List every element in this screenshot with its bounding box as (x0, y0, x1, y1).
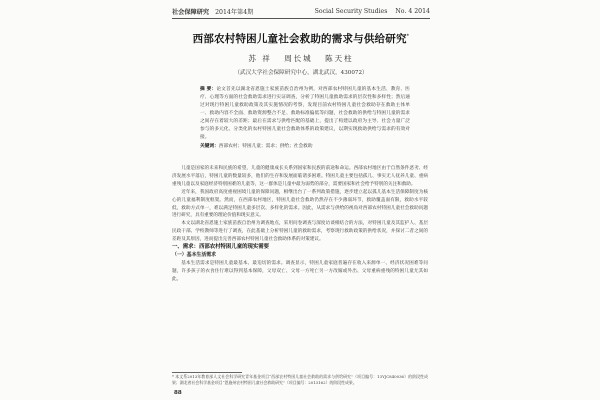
abstract-text: 论文首先以湖北省恩施土家族苗族自治州为例，对西部农村特困儿童的基本生活、教育、医疗、心理等方面的社会救助需求进行实证调查，分析了特困儿童救助需求的层次性和多样性；然后通过对现行特困儿童救助政策及其实施情况的考察，发现目前农村特困儿童社会救助存在救助主体单一、救助内容不全面、救助资源整合不足、救助标准偏低等问题，社会救助的供给与特困儿童的需求之间存在着较大的差距；最后在需求与供给匹配的基础上，提出了构建以政府为主导、社会力量广泛参与的多元化、分类化的农村特困儿童社会救助体系的政策建议，以期实现救助供给与需求的有效对接。 (200, 87, 410, 140)
body-paragraph: 基本生活需求是特困儿童最基本、最迫切的需求。调查显示，特困儿童家庭普遍存在收入来源单一、经济状况困难等问题，许多孩子的衣食住行难以得到基本保障，父母双亡、父母一方死亡另一方改嫁或外出、父母重病重残的特困儿童尤其如此。 (172, 260, 428, 282)
body-paragraph: 近年来，我国政府高度重视困境儿童的保障问题，相继出台了一系列政策措施，逐步建立起以孤儿基本生活保障制度为核心的儿童福利制度框架。然而，在西部农村地区，特困儿童社会救助仍然存在不少薄弱环节，救助覆盖面有限，救助水平较低，救助方式单一，难以满足特困儿童多层次、多样化的需求。因此，从需求与供给的视角对西部农村特困儿童社会救助问题进行研究，具有重要的理论价值和现实意义。 (172, 189, 428, 219)
body-paragraph: 本文以湖北省恩施土家族苗族自治州为调查地点，采用问卷调查与深度访谈相结合的方法，对特困儿童及其监护人、基层民政干部、学校教师等进行了调查，在此基础上分析特困儿童的救助需求，考察现行救助政策的供给状况，并探讨二者之间的差距及其原因，进而提出完善西部农村特困儿童社会救助体系的对策建议。 (172, 221, 428, 243)
subsection-heading: （一）基本生活需求 (172, 251, 217, 258)
footnote: * 本文系2013年教育部人文社会科学研究青年基金项目“西部农村特困儿童社会救助的需求与供给研究”（项目编号：13YJC840036）的阶段性成果；湖北省社会科学基金项目“恩施州农村特困儿童社会救助研究”（项目编号：2013162）的阶段性成果。 (172, 374, 428, 385)
keywords-text: 西部农村；特困儿童；需求；供给；社会救助 (218, 144, 313, 149)
body-paragraph: 儿童是国家的未来和民族的希望，儿童的健康成长关系到国家和民族的前途和命运。西部农村地区由于自然条件恶劣、经济发展水平落后，特困儿童的数量较多，他们的生存和发展面临诸多困难。特困儿童主要包括孤儿、事实无人抚养儿童、重病重残儿童以及家庭经济特别困难的儿童等，这一群体是儿童中最为弱势的部分，需要国家和社会给予特别的关注和救助。 (172, 166, 428, 187)
author-name: 苏 祥 (248, 54, 272, 63)
running-header (172, 4, 430, 19)
running-header-left (172, 7, 253, 16)
running-header-right (315, 8, 430, 15)
article-title-text: 西部农村特困儿童社会救助的需求与供给研究 (192, 33, 407, 45)
abstract-paragraph (200, 86, 410, 142)
journal-name-cn: 社会保障研究 (172, 8, 210, 16)
keywords-line (200, 143, 410, 151)
author-name: 周长城 (284, 54, 313, 63)
journal-issue-cn: 2014年第4期 (215, 8, 254, 16)
abstract-label: 摘 要： (200, 87, 217, 92)
journal-issue-en: No. 4 2014 (395, 7, 430, 15)
page-number: 88 (174, 390, 182, 396)
author-name: 陈天柱 (325, 54, 354, 63)
footnote-divider (172, 372, 242, 373)
author-affiliation: （武汉大学社会保障研究中心，湖北武汉，430072） (234, 70, 368, 76)
article-body (172, 165, 428, 284)
abstract-block (200, 86, 410, 151)
section-heading: 一、需求：西部农村特困儿童的现实需要 (172, 244, 270, 251)
author-list (172, 53, 430, 64)
journal-name-en: Social Security Studies (314, 7, 388, 15)
keywords-label: 关键词： (200, 144, 219, 149)
title-footnote-marker: * (406, 33, 410, 40)
article-title (172, 31, 430, 46)
